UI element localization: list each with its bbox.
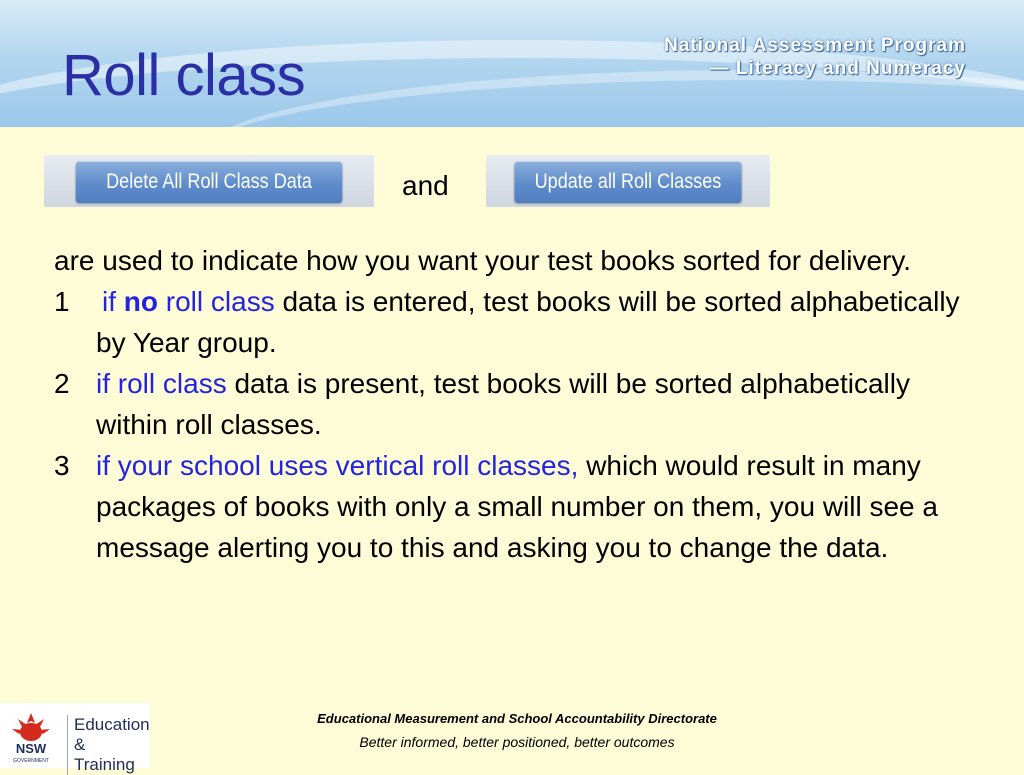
item-text: data is present, test books will be sorted alphabetically within roll classes.: [96, 368, 910, 440]
delete-button-frame: [44, 155, 374, 207]
update-all-roll-classes-button[interactable]: Update all Roll Classes: [514, 161, 741, 203]
delete-all-roll-class-data-button[interactable]: Delete All Roll Class Data: [76, 161, 343, 203]
footer-directorate: Educational Measurement and School Accountability Directorate: [317, 711, 717, 726]
header-banner: [0, 0, 1024, 127]
logo-nsw-text: NSW: [15, 741, 47, 756]
connector-text: and: [402, 170, 449, 201]
list-item: [54, 445, 984, 568]
slide-title: Roll class: [62, 43, 306, 108]
item-number: 2: [54, 368, 70, 399]
item-text: data is entered, test books will be sorted alphabetically by Year group.: [96, 286, 960, 358]
item-number: 1: [54, 286, 70, 317]
item-condition-no: no: [123, 286, 158, 317]
item-content: [96, 286, 960, 358]
list-item: [54, 281, 984, 363]
item-condition-roll-class: roll class: [165, 286, 275, 317]
program-title-line-1: National Assessment Program: [664, 35, 966, 56]
item-condition-if: if: [102, 286, 116, 317]
item-condition: if roll class: [96, 368, 227, 399]
update-button-frame: [486, 155, 770, 207]
program-title: [664, 34, 966, 80]
item-text: which would result in many packages of books with only a small number on them, you will see a message alerting you to this and asking you to change the data.: [96, 450, 938, 563]
body-text: [54, 240, 984, 568]
item-condition: if your school uses vertical roll classes,: [96, 450, 579, 481]
logo-line-2: & Training: [74, 735, 135, 774]
logo-government-text: GOVERNMENT: [13, 758, 49, 764]
intro-paragraph: are used to indicate how you want your test books sorted for delivery.: [54, 245, 912, 276]
item-number: 3: [54, 450, 70, 481]
list-item: [54, 363, 984, 445]
program-title-line-2: — Literacy and Numeracy: [709, 58, 966, 79]
logo-line-1: Education: [74, 715, 150, 734]
footer-tagline: Better informed, better positioned, better outcomes: [359, 734, 675, 750]
